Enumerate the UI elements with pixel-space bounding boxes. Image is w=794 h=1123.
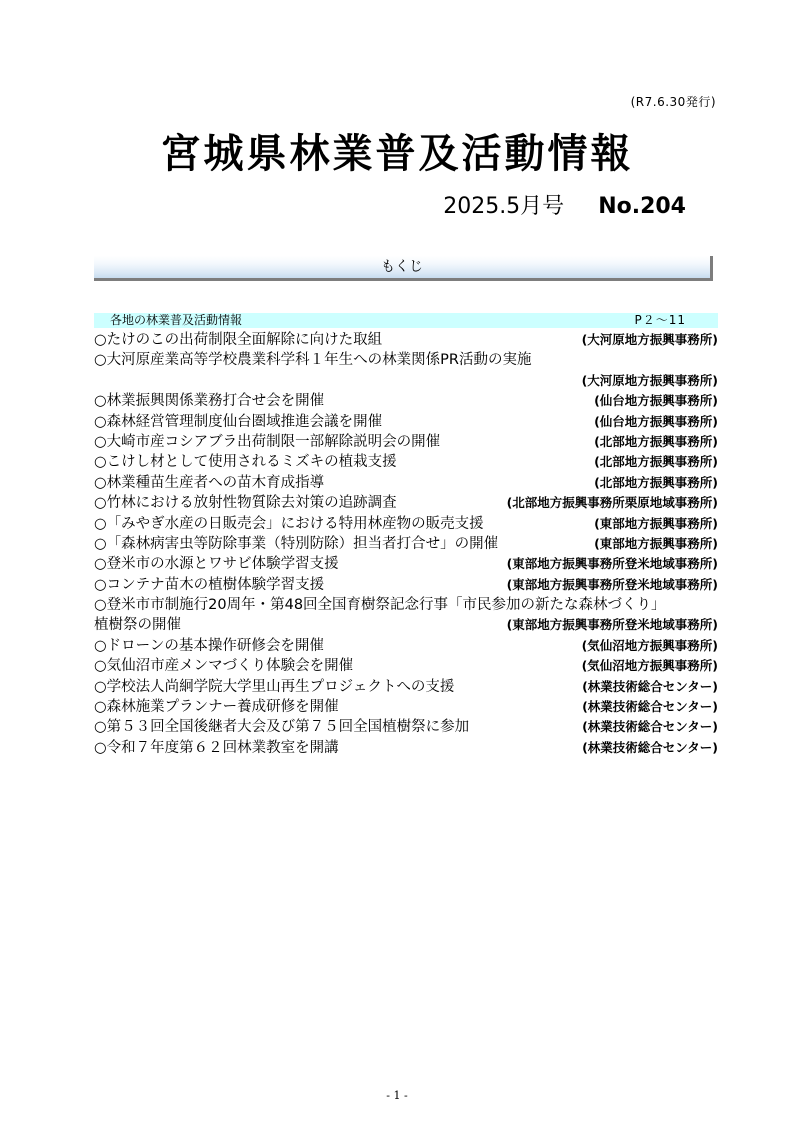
toc-entry-org: (仙台地方振興事務所) xyxy=(594,393,718,409)
toc-entry[interactable] xyxy=(94,412,718,432)
toc-entry[interactable] xyxy=(94,350,718,391)
toc-entry-title: ○大河原産業高等学校農業科学科１年生への林業関係PR活動の実施 xyxy=(94,352,532,369)
toc-entry-org: (林業技術総合センター) xyxy=(582,739,718,755)
toc-entry-org: (東部地方振興事務所登米地域事務所) xyxy=(506,617,718,633)
toc-entry-org: (大河原地方振興事務所) xyxy=(581,332,718,347)
toc-entry[interactable] xyxy=(94,534,718,554)
toc-entry-title: ○登米市市制施行20周年・第48回全国育樹祭記念行事「市民参加の新たな森林づくり」 xyxy=(94,597,666,614)
toc-entry-title: ○「みやぎ水産の日販売会」における特用林産物の販売支援 xyxy=(94,515,484,532)
toc-header: もくじ xyxy=(94,256,713,281)
page-number: - 1 - xyxy=(386,1089,408,1102)
toc-entry-title-cont: 植樹祭の開催 xyxy=(94,617,181,634)
toc-entry[interactable] xyxy=(94,330,718,350)
toc-entry-title: ○ドローンの基本操作研修会を開催 xyxy=(94,637,324,654)
toc-entry-title: ○第５３回全国後継者大会及び第７５回全国植樹祭に参加 xyxy=(94,719,470,736)
issue-number: No.204 xyxy=(598,194,686,219)
toc-entry-org: (東部地方振興事務所) xyxy=(594,535,718,551)
toc-entry-org: (北部地方振興事務所) xyxy=(594,474,718,490)
toc-entry-title: ○登米市の水源とワサビ体験学習支援 xyxy=(94,556,339,573)
toc-entry-title: ○林業振興関係業務打合せ会を開催 xyxy=(94,393,325,410)
toc-entry-org: (林業技術総合センター) xyxy=(582,678,718,694)
toc-entry-org: (北部地方振興事務所) xyxy=(594,433,718,449)
issued-date-note: (R7.6.30発行) xyxy=(630,95,716,109)
toc-entry-org: (大河原地方振興事務所) xyxy=(581,372,718,388)
toc-entry[interactable] xyxy=(94,677,718,697)
toc-entry-org: (林業技術総合センター) xyxy=(582,719,718,735)
toc-entry[interactable] xyxy=(94,432,718,452)
toc-entry[interactable] xyxy=(94,391,718,411)
toc-entry[interactable] xyxy=(94,595,718,636)
toc-entry-org: (気仙沼地方振興事務所) xyxy=(581,637,718,653)
toc-entry-title: ○林業種苗生産者への苗木育成指導 xyxy=(94,474,325,491)
toc-entry-title: ○たけのこの出荷制限全面解除に向けた取組 xyxy=(94,332,383,348)
issue-date: 2025.5月号 xyxy=(443,194,565,219)
toc-entry-title: ○竹林における放射性物質除去対策の追跡調査 xyxy=(94,495,397,512)
toc-entry[interactable] xyxy=(94,738,718,758)
page-title: 宮城県林業普及活動情報 xyxy=(160,131,634,177)
toc-section-bar xyxy=(94,313,718,328)
toc-entry[interactable] xyxy=(94,554,718,574)
toc-entry[interactable] xyxy=(94,514,718,534)
toc-entry[interactable] xyxy=(94,452,718,472)
toc-entry-title: ○「森林病害虫等防除事業（特別防除）担当者打合せ」の開催 xyxy=(94,535,499,552)
toc-entry-org: (北部地方振興事務所) xyxy=(594,454,718,470)
toc-entry-title: ○森林経営管理制度仙台圏域推進会議を開催 xyxy=(94,413,383,430)
toc-list xyxy=(94,330,718,758)
toc-entry-title: ○こけし材として使用されるミズキの植栽支援 xyxy=(94,454,397,471)
toc-entry[interactable] xyxy=(94,473,718,493)
toc-entry-title: ○コンテナ苗木の植樹体験学習支援 xyxy=(94,576,325,593)
toc-entry[interactable] xyxy=(94,656,718,676)
toc-section-pages: P２～11 xyxy=(634,313,686,327)
toc-entry[interactable] xyxy=(94,717,718,737)
toc-entry-org: (北部地方振興事務所栗原地域事務所) xyxy=(506,495,718,511)
toc-entry[interactable] xyxy=(94,697,718,717)
toc-entry-title: ○森林施業プランナー養成研修を開催 xyxy=(94,699,339,716)
toc-entry-title: ○学校法人尚絅学院大学里山再生プロジェクトへの支援 xyxy=(94,678,455,695)
toc-entry-org: (東部地方振興事務所登米地域事務所) xyxy=(506,576,718,592)
toc-section-title: 各地の林業普及活動情報 xyxy=(110,313,243,327)
toc-entry[interactable] xyxy=(94,575,718,595)
toc-entry-org: (仙台地方振興事務所) xyxy=(594,413,718,429)
toc-entry-org: (気仙沼地方振興事務所) xyxy=(581,658,718,674)
issue-info xyxy=(443,192,686,222)
toc-entry-org: (東部地方振興事務所) xyxy=(594,515,718,531)
toc-entry[interactable] xyxy=(94,636,718,656)
toc-entry-title: ○令和７年度第６２回林業教室を開講 xyxy=(94,739,339,756)
toc-entry-org: (東部地方振興事務所登米地域事務所) xyxy=(506,556,718,572)
toc-entry-org: (林業技術総合センター) xyxy=(582,699,718,715)
toc-entry[interactable] xyxy=(94,493,718,513)
toc-entry-title: ○大崎市産コシアブラ出荷制限一部解除説明会の開催 xyxy=(94,433,441,450)
toc-entry-title: ○気仙沼市産メンマづくり体験会を開催 xyxy=(94,658,354,675)
